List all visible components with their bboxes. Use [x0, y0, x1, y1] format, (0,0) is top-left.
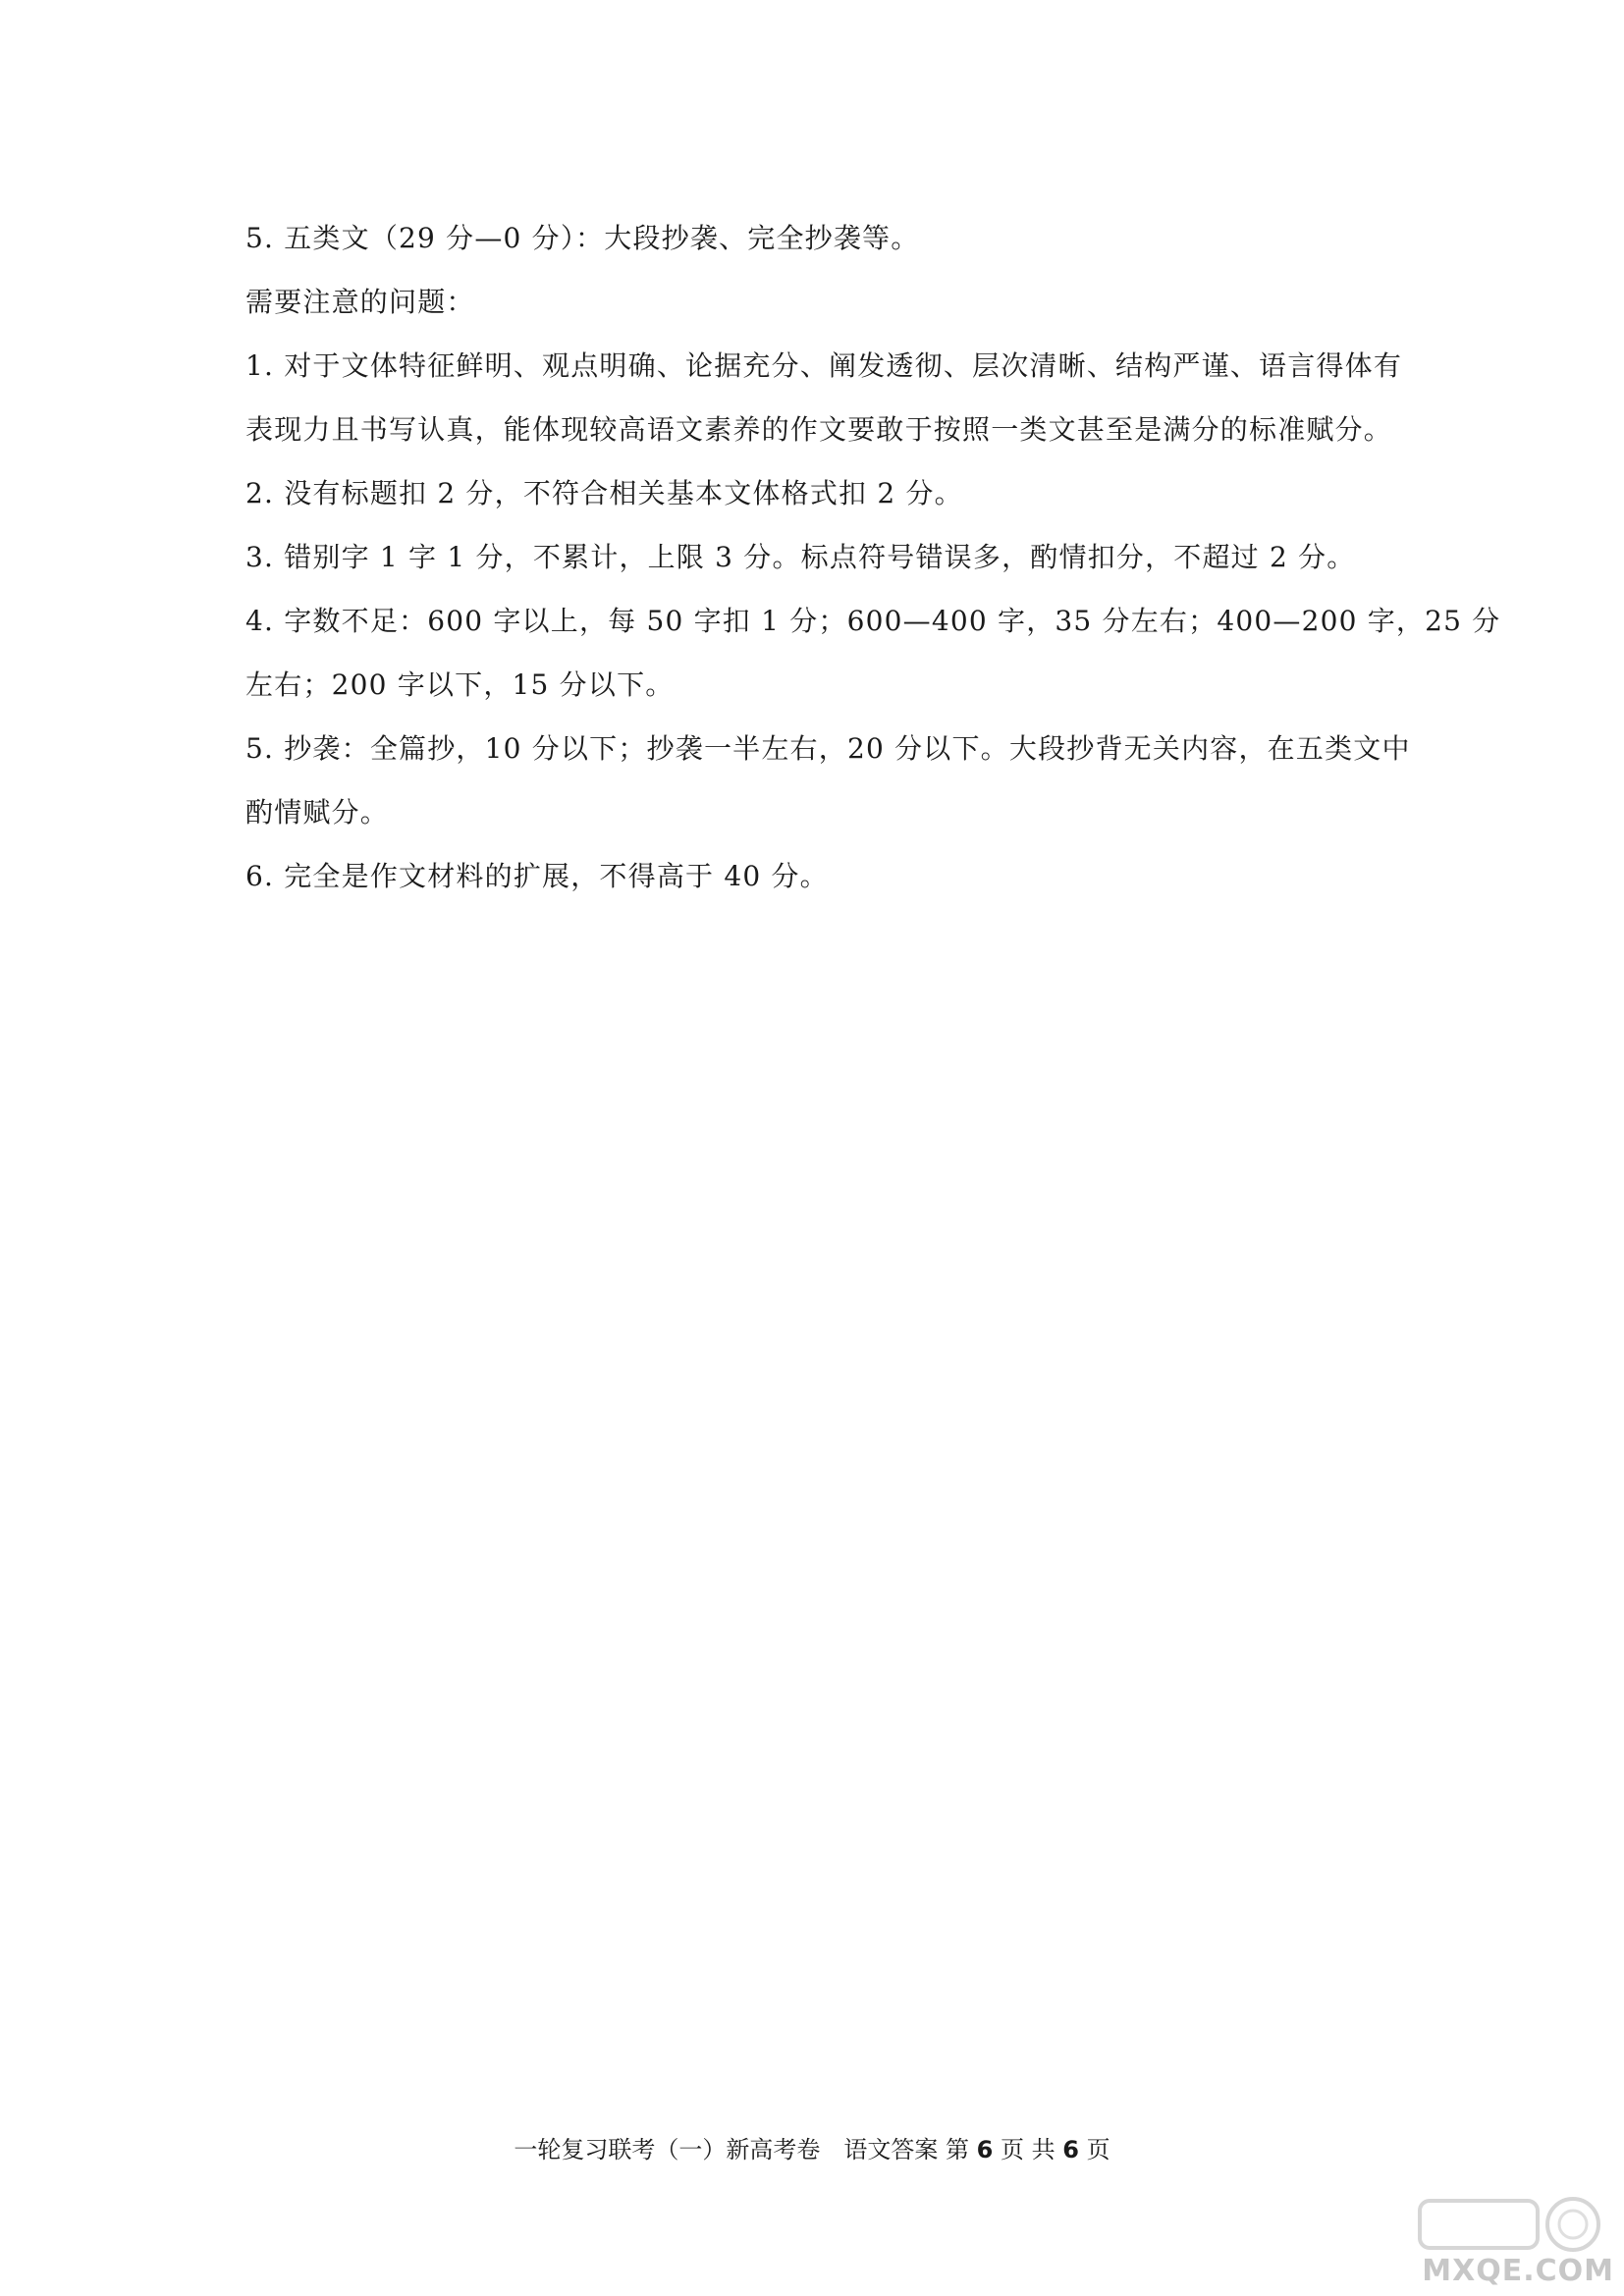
- footer-total-pages: 6: [1062, 2136, 1079, 2163]
- text-line-note4-b: 左右；200 字以下，15 分以下。: [245, 668, 675, 701]
- footer-page-number: 6: [976, 2136, 994, 2163]
- footer-prefix: 一轮复习联考（一）新高考卷 语文答案 第: [514, 2136, 977, 2163]
- watermark-logo: [1408, 2195, 1614, 2288]
- text-line-note4-a: 4. 字数不足：600 字以上，每 50 字扣 1 分；600—400 字，35 分左右；400—200 字，25 分: [245, 605, 1501, 637]
- text-line-note5-a: 5. 抄袭：全篇抄，10 分以下；抄袭一半左右，20 分以下。大段抄背无关内容，在五类文中: [245, 732, 1411, 765]
- watermark-logo-icon: [1418, 2195, 1604, 2254]
- text-line-note6: 6. 完全是作文材料的扩展，不得高于 40 分。: [245, 860, 829, 892]
- watermark-text: MXQE.COM: [1422, 2254, 1614, 2288]
- grading-notes: [245, 206, 1501, 908]
- text-line-note2: 2. 没有标题扣 2 分，不符合相关基本文体格式扣 2 分。: [245, 477, 963, 509]
- footer-suffix: 页: [1078, 2136, 1110, 2163]
- text-line-note5-b: 酌情赋分。: [245, 796, 390, 828]
- text-line-notes-heading: 需要注意的问题：: [245, 286, 475, 318]
- text-line-note1-a: 1. 对于文体特征鲜明、观点明确、论据充分、阐发透彻、层次清晰、结构严谨、语言得体有: [245, 349, 1403, 382]
- text-line-note1-b: 表现力且书写认真，能体现较高语文素养的作文要敢于按照一类文甚至是满分的标准赋分。: [245, 413, 1393, 446]
- text-line-note3: 3. 错别字 1 字 1 分，不累计，上限 3 分。标点符号错误多，酌情扣分，不超过 2 分。: [245, 541, 1356, 573]
- footer-middle: 页 共: [993, 2136, 1063, 2163]
- page-footer: [0, 2130, 1624, 2169]
- text-line-grade5: 5. 五类文（29 分—0 分）：大段抄袭、完全抄袭等。: [245, 222, 920, 254]
